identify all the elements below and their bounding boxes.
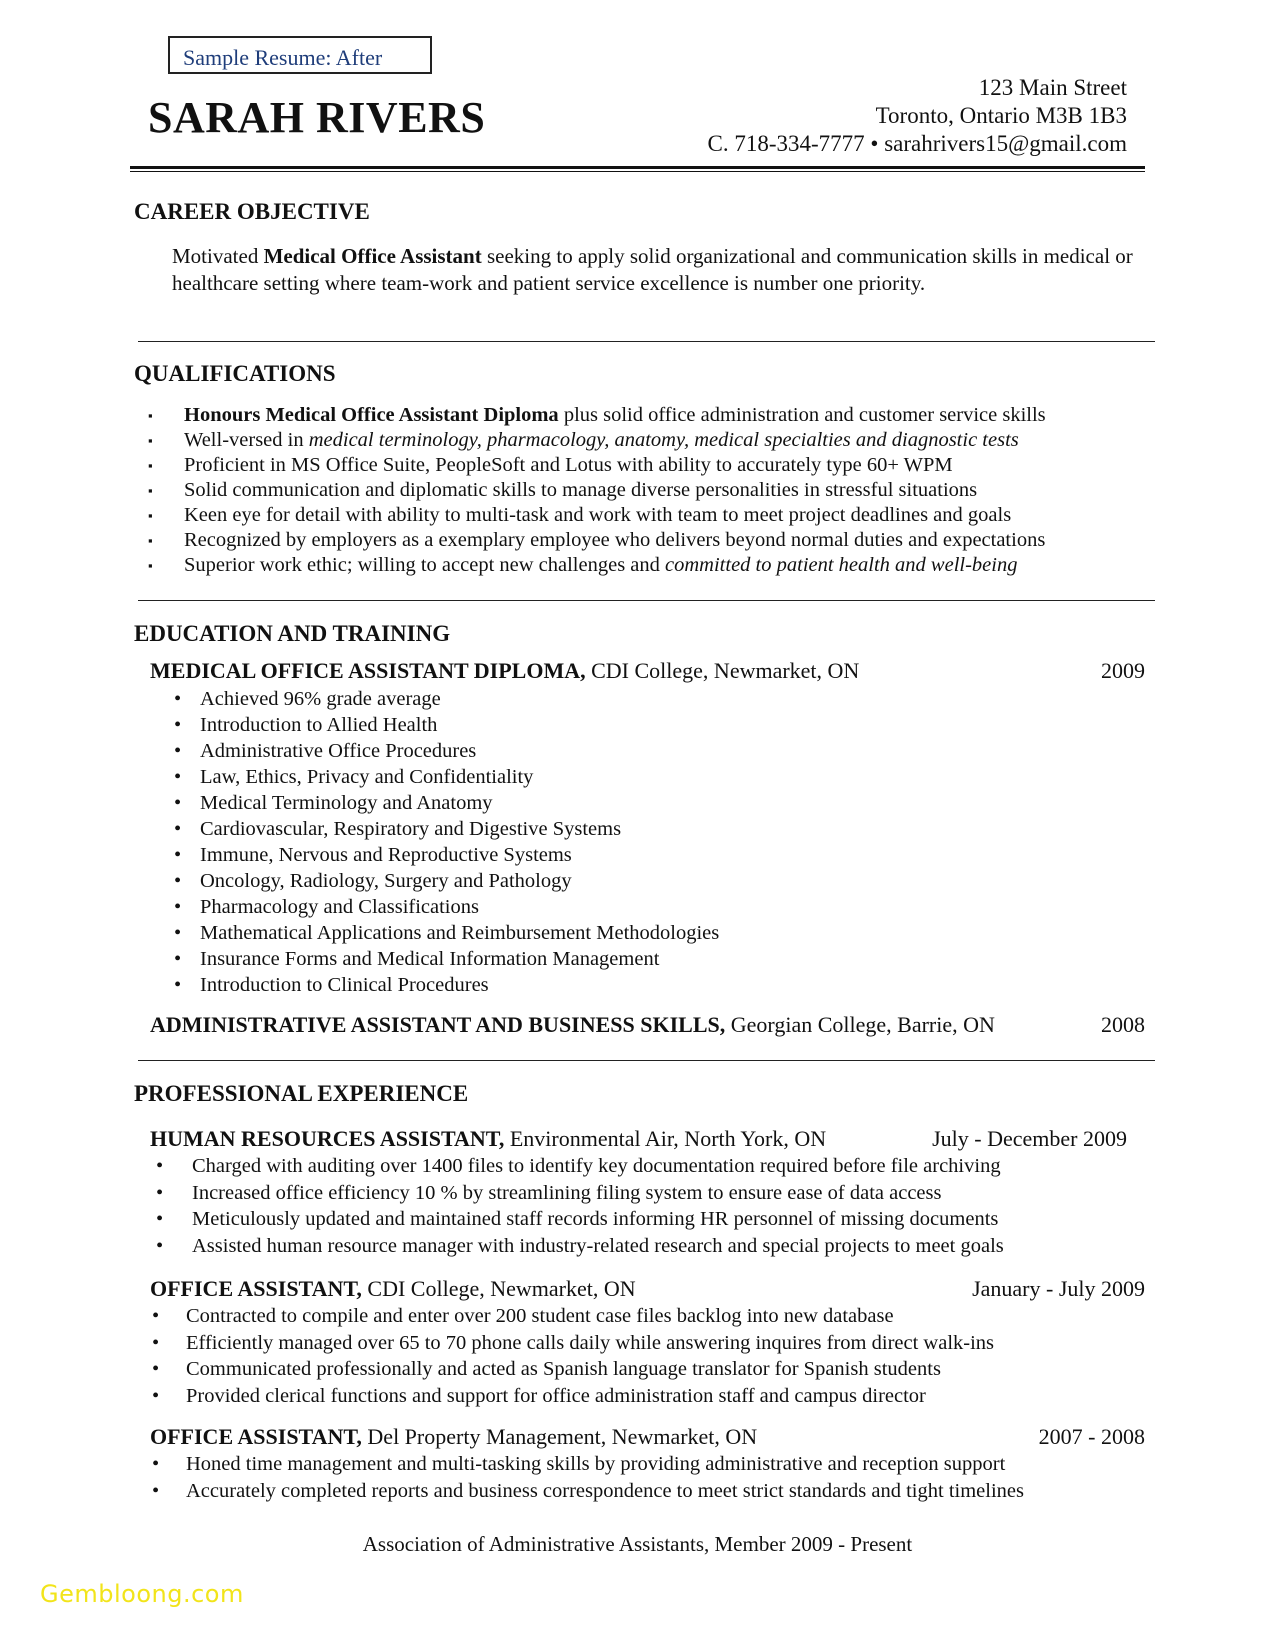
- objective-text-start: Motivated: [172, 244, 264, 268]
- bullet-icon: •: [174, 766, 182, 788]
- list-item: [150, 1303, 994, 1330]
- job-title: OFFICE ASSISTANT,: [150, 1424, 362, 1449]
- list-item: [150, 1330, 994, 1357]
- bullet-icon: •: [152, 1453, 160, 1475]
- job-employer: Environmental Air, North York, ON: [504, 1126, 827, 1151]
- section-divider: [138, 1060, 1155, 1061]
- site-watermark: Gembloong.com: [40, 1580, 244, 1608]
- objective-text-end: seeking to apply solid organizational and communication skills in medical or healthcare setting where team-work and patient service excellence is number one priority.: [172, 244, 1133, 295]
- duty-text: Provided clerical functions and support for office administration staff and campus director: [186, 1384, 926, 1407]
- job-entry: [150, 1126, 826, 1152]
- list-item: [162, 764, 719, 790]
- square-bullet-icon: ▪: [148, 408, 153, 423]
- square-bullet-icon: ▪: [148, 458, 153, 473]
- job-duties-list: [150, 1303, 994, 1409]
- list-item: [148, 553, 1046, 578]
- address-line-1: 123 Main Street: [978, 75, 1127, 100]
- objective-role: Medical Office Assistant: [263, 244, 482, 268]
- bullet-icon: •: [156, 1155, 164, 1177]
- section-divider: [138, 600, 1155, 601]
- list-item: [162, 816, 719, 842]
- list-item: [148, 403, 1046, 428]
- course-text: Administrative Office Procedures: [200, 740, 477, 762]
- bullet-icon: •: [174, 922, 182, 944]
- diploma-title: MEDICAL OFFICE ASSISTANT DIPLOMA,: [150, 658, 586, 683]
- square-bullet-icon: ▪: [148, 483, 153, 498]
- course-text: Oncology, Radiology, Surgery and Pathology: [200, 870, 572, 892]
- phone-email-line: C. 718-334-7777 • sarahrivers15@gmail.com: [707, 131, 1127, 156]
- duty-text: Efficiently managed over 65 to 70 phone calls daily while answering inquires from direct walk-ins: [186, 1331, 995, 1354]
- square-bullet-icon: ▪: [148, 433, 153, 448]
- duty-text: Honed time management and multi-tasking skills by providing administrative and reception support: [186, 1453, 1006, 1475]
- diploma-year: 2009: [1101, 658, 1145, 683]
- course-text: Cardiovascular, Respiratory and Digestive Systems: [200, 818, 622, 840]
- course-text: Insurance Forms and Medical Information Management: [200, 948, 660, 970]
- job-dates: January - July 2009: [972, 1276, 1145, 1301]
- education-heading: EDUCATION AND TRAINING: [134, 621, 451, 646]
- list-item: [162, 946, 719, 972]
- duty-text: Assisted human resource manager with industry-related research and special projects to meet goals: [192, 1234, 1004, 1257]
- course-text: Medical Terminology and Anatomy: [200, 792, 493, 814]
- square-bullet-icon: ▪: [148, 508, 153, 523]
- qualification-text: plus solid office administration and customer service skills: [558, 404, 1046, 426]
- admin-course-entry: [150, 1012, 995, 1038]
- list-item: [162, 790, 719, 816]
- membership-footer: Association of Administrative Assistants, Member 2009 - Present: [362, 1532, 913, 1556]
- section-divider: [138, 341, 1155, 342]
- bullet-icon: •: [152, 1331, 160, 1354]
- list-item: [150, 1383, 994, 1410]
- admin-course-title: ADMINISTRATIVE ASSISTANT AND BUSINESS SKILLS,: [150, 1012, 726, 1037]
- list-item: [162, 686, 719, 712]
- qualification-text: Well-versed in: [184, 429, 309, 451]
- course-text: Introduction to Clinical Procedures: [200, 974, 489, 996]
- list-item: [150, 1478, 1024, 1505]
- bullet-icon: •: [174, 688, 182, 710]
- list-item: [162, 868, 719, 894]
- bullet-icon: •: [152, 1305, 160, 1327]
- job-employer: Del Property Management, Newmarket, ON: [361, 1424, 758, 1449]
- job-duties-list: [150, 1153, 1004, 1259]
- bullet-icon: •: [152, 1358, 160, 1380]
- list-item: [150, 1180, 1004, 1207]
- list-item: [162, 712, 719, 738]
- bullet-icon: •: [174, 740, 182, 762]
- job-title: HUMAN RESOURCES ASSISTANT,: [150, 1126, 505, 1151]
- qualifications-list: [148, 403, 1046, 578]
- admin-course-year: 2008: [1101, 1012, 1145, 1037]
- duty-text: Charged with auditing over 1400 files to identify key documentation required before file archiving: [192, 1155, 1001, 1177]
- list-item: [148, 528, 1046, 553]
- diploma-institution: CDI College, Newmarket, ON: [585, 658, 860, 683]
- course-text: Introduction to Allied Health: [200, 714, 438, 736]
- experience-heading: PROFESSIONAL EXPERIENCE: [134, 1081, 469, 1106]
- course-text: Law, Ethics, Privacy and Confidentiality: [200, 766, 534, 788]
- list-item: [162, 738, 719, 764]
- career-objective-text: [172, 243, 1142, 297]
- list-item: [150, 1206, 1004, 1233]
- list-item: [150, 1153, 1004, 1180]
- qualifications-heading: QUALIFICATIONS: [134, 361, 336, 386]
- duty-text: Contracted to compile and enter over 200 student case files backlog into new database: [186, 1305, 894, 1327]
- course-text: Mathematical Applications and Reimbursement Methodologies: [200, 922, 720, 944]
- duty-text: Accurately completed reports and business correspondence to meet strict standards and tight timelines: [186, 1479, 1024, 1502]
- square-bullet-icon: ▪: [148, 533, 153, 548]
- list-item: [150, 1451, 1024, 1478]
- qualification-text: Proficient in MS Office Suite, PeopleSoft and Lotus with ability to accurately type 60+ WPM: [184, 454, 953, 476]
- job-dates: 2007 - 2008: [1038, 1424, 1145, 1449]
- bullet-icon: •: [174, 896, 182, 918]
- job-dates: July - December 2009: [932, 1126, 1127, 1151]
- sample-label: Sample Resume: After: [183, 45, 383, 70]
- list-item: [148, 428, 1046, 453]
- qualification-italic: medical terminology, pharmacology, anatomy, medical specialties and diagnostic tests: [308, 429, 1019, 451]
- bullet-icon: •: [174, 792, 182, 814]
- candidate-name: SARAH RIVERS: [148, 93, 486, 142]
- duty-text: Communicated professionally and acted as Spanish language translator for Spanish students: [186, 1358, 941, 1380]
- diploma-entry: [150, 658, 859, 684]
- list-item: [162, 894, 719, 920]
- qualification-text: Solid communication and diplomatic skills to manage diverse personalities in stressful situations: [184, 479, 978, 501]
- career-objective-heading: CAREER OBJECTIVE: [134, 199, 370, 224]
- list-item: [150, 1233, 1004, 1260]
- course-text: Achieved 96% grade average: [200, 688, 441, 710]
- qualification-bold: Honours Medical Office Assistant Diploma: [184, 404, 559, 426]
- duty-text: Increased office efficiency 10 % by streamlining filing system to ensure ease of data access: [192, 1181, 942, 1204]
- bullet-icon: •: [156, 1208, 164, 1230]
- course-text: Immune, Nervous and Reproductive Systems: [200, 844, 572, 866]
- list-item: [148, 453, 1046, 478]
- job-title: OFFICE ASSISTANT,: [150, 1276, 362, 1301]
- bullet-icon: •: [174, 974, 182, 996]
- address-line-2: Toronto, Ontario M3B 1B3: [875, 103, 1127, 128]
- list-item: [148, 478, 1046, 503]
- list-item: [162, 920, 719, 946]
- job-employer: CDI College, Newmarket, ON: [361, 1276, 636, 1301]
- list-item: [162, 842, 719, 868]
- bullet-icon: •: [174, 818, 182, 840]
- qualification-text: Recognized by employers as a exemplary employee who delivers beyond normal duties and expectations: [184, 529, 1046, 551]
- list-item: [150, 1356, 994, 1383]
- bullet-icon: •: [174, 870, 182, 892]
- job-duties-list: [150, 1451, 1024, 1504]
- header-rule-thin: [130, 171, 1145, 172]
- contact-block: [707, 74, 1127, 158]
- duty-text: Meticulously updated and maintained staff records informing HR personnel of missing documents: [192, 1208, 999, 1230]
- bullet-icon: •: [174, 948, 182, 970]
- course-text: Pharmacology and Classifications: [200, 896, 479, 918]
- bullet-icon: •: [174, 714, 182, 736]
- qualification-text: Superior work ethic; willing to accept new challenges and: [184, 554, 666, 576]
- job-entry: [150, 1276, 636, 1302]
- bullet-icon: •: [156, 1181, 164, 1204]
- bullet-icon: •: [152, 1479, 160, 1502]
- admin-course-institution: Georgian College, Barrie, ON: [725, 1012, 995, 1037]
- bullet-icon: •: [152, 1384, 160, 1407]
- qualification-text: Keen eye for detail with ability to multi-task and work with team to meet project deadlines and goals: [184, 504, 1012, 526]
- list-item: [162, 972, 719, 998]
- bullet-icon: •: [156, 1234, 164, 1257]
- header-rule-thick: [130, 166, 1145, 169]
- course-list: [162, 686, 719, 998]
- bullet-icon: •: [174, 844, 182, 866]
- list-item: [148, 503, 1046, 528]
- qualification-italic: committed to patient health and well-being: [665, 554, 1018, 576]
- job-entry: [150, 1424, 757, 1450]
- square-bullet-icon: ▪: [148, 558, 153, 573]
